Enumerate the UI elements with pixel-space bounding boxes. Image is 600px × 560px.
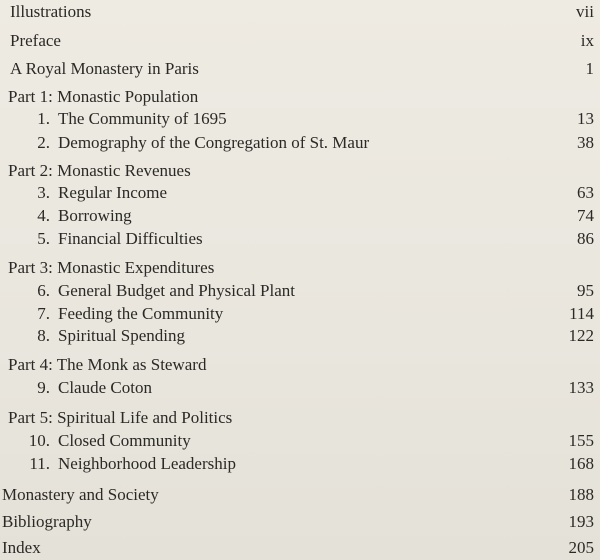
chapter-page: 74 [577, 206, 594, 225]
chapter-number: 8. [37, 326, 50, 345]
chapter-title: Financial Difficulties [58, 229, 203, 248]
toc-entry-title: Bibliography [2, 512, 92, 531]
chapter-page: 168 [568, 454, 594, 473]
toc-entry-page: 193 [568, 512, 594, 531]
toc-chapter-2 [0, 131, 600, 155]
chapter-page: 13 [577, 109, 594, 128]
toc-chapter-7 [0, 302, 600, 326]
chapter-number: 11. [29, 454, 50, 473]
toc-chapter-8 [0, 324, 600, 348]
chapter-page: 155 [568, 431, 594, 450]
toc-chapter-5 [0, 227, 600, 251]
chapter-title: The Community of 1695 [58, 109, 227, 128]
toc-entry-title: Preface [10, 31, 61, 50]
chapter-number: 3. [37, 183, 50, 202]
toc-entry-preface [0, 29, 600, 53]
chapter-title: General Budget and Physical Plant [58, 281, 296, 300]
toc-chapter-9 [0, 376, 600, 400]
chapter-number: 7. [37, 304, 50, 323]
toc-chapter-3 [0, 181, 600, 205]
toc-entry-royal-monastery [0, 57, 600, 81]
toc-chapter-1 [0, 107, 600, 131]
chapter-number: 6. [37, 281, 50, 300]
toc-chapter-4 [0, 204, 600, 228]
toc-entry-page: ix [580, 31, 594, 50]
chapter-title: Demography of the Congregation of St. Maur [58, 133, 370, 152]
chapter-page: 86 [577, 229, 594, 248]
toc-entry-page: 205 [568, 538, 594, 557]
chapter-page: 133 [568, 378, 594, 397]
toc-part-2-heading [0, 159, 600, 183]
toc-entry-title: Index [2, 538, 41, 557]
toc-entry-title: A Royal Monastery in Paris [10, 59, 199, 78]
part-title: Part 4: The Monk as Steward [8, 355, 207, 374]
chapter-title: Borrowing [58, 206, 132, 225]
part-title: Part 1: Monastic Population [8, 87, 199, 106]
part-title: Part 2: Monastic Revenues [8, 161, 191, 180]
chapter-number: 1. [37, 109, 50, 128]
chapter-title: Closed Community [58, 431, 191, 450]
chapter-number: 2. [37, 133, 50, 152]
chapter-page: 38 [577, 133, 594, 152]
chapter-page: 122 [568, 326, 594, 345]
toc-part-3-heading [0, 256, 600, 280]
toc-part-5-heading [0, 406, 600, 430]
chapter-page: 95 [577, 281, 594, 300]
toc-entry-monastery-and-society [0, 483, 600, 507]
chapter-title: Regular Income [58, 183, 168, 202]
chapter-page: 63 [577, 183, 594, 202]
toc-entry-title: Monastery and Society [2, 485, 159, 504]
toc-chapter-10 [0, 429, 600, 453]
chapter-title: Neighborhood Leadership [58, 454, 236, 473]
part-title: Part 5: Spiritual Life and Politics [8, 408, 233, 427]
toc-entry-page: 188 [568, 485, 594, 504]
part-title: Part 3: Monastic Expenditures [8, 258, 215, 277]
chapter-number: 4. [37, 206, 50, 225]
toc-entry-index [0, 536, 600, 560]
chapter-title: Spiritual Spending [58, 326, 186, 345]
toc-entry-title: Illustrations [10, 2, 92, 21]
chapter-number: 10. [28, 431, 50, 450]
chapter-number: 5. [37, 229, 50, 248]
chapter-page: 114 [569, 304, 594, 323]
toc-entry-illustrations [0, 0, 600, 24]
toc-chapter-11 [0, 452, 600, 476]
chapter-number: 9. [37, 378, 50, 397]
chapter-title: Feeding the Community [58, 304, 224, 323]
toc-part-4-heading [0, 353, 600, 377]
toc-entry-bibliography [0, 510, 600, 534]
toc-part-1-heading [0, 85, 600, 109]
toc-entry-page: 1 [585, 59, 594, 78]
toc-chapter-6 [0, 279, 600, 303]
chapter-title: Claude Coton [58, 378, 152, 397]
toc-entry-page: vii [576, 2, 594, 21]
